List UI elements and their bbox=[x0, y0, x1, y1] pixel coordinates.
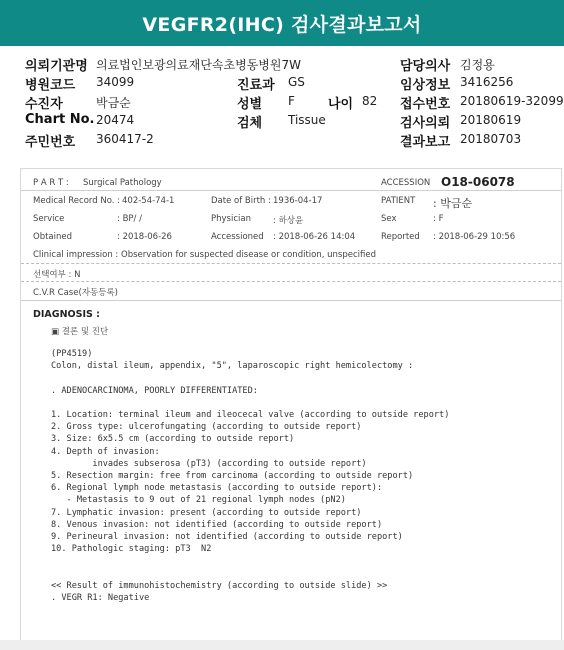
clinical-label: 임상정보 bbox=[400, 78, 451, 93]
resident-value: 360417-2 bbox=[96, 132, 154, 146]
receipt-label: 접수번호 bbox=[400, 97, 451, 112]
hospital-code-value: 34099 bbox=[96, 75, 135, 89]
clinical-value: 3416256 bbox=[460, 75, 514, 89]
reported-value: 20180703 bbox=[460, 132, 522, 146]
institution-label: 의뢰기관명 bbox=[25, 59, 88, 74]
accession-value: O18-06078 bbox=[441, 175, 515, 189]
requested-value: 20180619 bbox=[460, 113, 522, 127]
accessioned-value: : 2018-06-26 14:04 bbox=[273, 232, 356, 242]
clinical-impression-value: Observation for suspected disease or condition, unspecified bbox=[121, 250, 376, 260]
institution-value: 의료법인보광의료재단속초병동병원7W bbox=[96, 58, 301, 72]
pathology-report-image bbox=[20, 168, 562, 642]
diagnosis-line: 10. Pathologic staging: pT3 N2 bbox=[51, 544, 212, 555]
sex-value: : F bbox=[433, 214, 444, 224]
diagnosis-line: . VEGR R1: Negative bbox=[51, 593, 150, 603]
hospital-code-label: 병원코드 bbox=[25, 78, 76, 93]
separator-3 bbox=[21, 300, 561, 301]
diagnosis-line: 3. Size: 6x5.5 cm (according to outside report) bbox=[51, 434, 295, 445]
report-title: VEGFR2(IHC) 검사결과보고서 bbox=[142, 13, 422, 36]
diagnosis-title: DIAGNOSIS : bbox=[33, 309, 100, 320]
dept-value: GS bbox=[288, 75, 305, 89]
diagnosis-line: (PP4519) bbox=[51, 349, 93, 359]
diagnosis-line: . ADENOCARCINOMA, POORLY DIFFERENTIATED: bbox=[51, 385, 258, 396]
diagnosis-line: 6. Regional lymph node metastasis (according to outside report): bbox=[51, 483, 383, 494]
obtained-value: : 2018-06-26 bbox=[117, 232, 172, 242]
info-row-2 bbox=[0, 74, 564, 92]
diagnosis-line: 8. Venous invasion: not identified (according to outside report) bbox=[51, 519, 383, 530]
clinical-impression-label: Clinical impression : bbox=[33, 250, 119, 260]
requested-label: 검사의뢰 bbox=[400, 116, 451, 131]
age-label: 나이 bbox=[328, 97, 354, 112]
resident-label: 주민번호 bbox=[25, 135, 76, 150]
diagnosis-line: 5. Resection margin: free from carcinoma (according to outside report) bbox=[51, 471, 414, 481]
service-label: Service bbox=[33, 214, 65, 224]
dob-value: 1936-04-17 bbox=[273, 196, 323, 206]
diagnosis-line: 9. Perineural invasion: not identified (according to outside report) bbox=[51, 532, 403, 542]
sex-label: Sex bbox=[381, 214, 397, 224]
diagnosis-line: 4. Depth of invasion: bbox=[51, 446, 160, 457]
patient-label: PATIENT bbox=[381, 196, 416, 206]
info-row-5 bbox=[0, 131, 564, 149]
accession-label: ACCESSION bbox=[381, 178, 431, 188]
accessioned-label: Accessioned bbox=[211, 232, 264, 242]
chart-value: 20474 bbox=[96, 113, 135, 127]
age-value: 82 bbox=[362, 94, 378, 108]
diagnosis-line: 2. Gross type: ulcerofungating (according to outside report) bbox=[51, 422, 362, 433]
diagnosis-line: - Metastasis to 9 out of 21 regional lymph nodes (pN2) bbox=[51, 495, 346, 506]
diagnosis-line: Colon, distal ileum, appendix, "5", laparoscopic right hemicolectomy : bbox=[51, 361, 414, 372]
info-row-3 bbox=[0, 93, 564, 111]
sex-value: F bbox=[288, 94, 295, 108]
obtained-label: Obtained bbox=[33, 232, 73, 242]
diagnosis-subtitle: ▣ 결론 및 진단 bbox=[51, 327, 109, 337]
chart-label: Chart No. bbox=[25, 112, 95, 127]
report-header bbox=[0, 0, 564, 46]
dob-label: Date of Birth : bbox=[211, 196, 271, 206]
info-row-1 bbox=[0, 55, 564, 73]
reported-label: 결과보고 bbox=[400, 135, 451, 150]
diagnosis-line: << Result of immunohistochemistry (according to outside slide) >> bbox=[51, 580, 388, 591]
separator-1 bbox=[21, 263, 561, 264]
part-value: Surgical Pathology bbox=[83, 178, 162, 188]
diagnosis-line: 1. Location: terminal ileum and ileocecal valve (according to outside report) bbox=[51, 410, 450, 420]
patient-info-section bbox=[0, 52, 564, 148]
separator-2 bbox=[21, 281, 561, 282]
dept-label: 진료과 bbox=[237, 78, 275, 93]
service-value: : BP/ / bbox=[117, 214, 142, 224]
cvr-label: C.V.R Case(자동등록) bbox=[33, 288, 118, 298]
receipt-value: 20180619-32099 bbox=[460, 94, 564, 108]
reported-label: Reported bbox=[381, 232, 420, 242]
patient-label: 수진자 bbox=[25, 97, 63, 112]
diagnosis-line: invades subserosa (pT3) (according to outside report) bbox=[51, 458, 367, 469]
mrn-label: Medical Record No. : bbox=[33, 196, 121, 206]
diagnosis-line: 7. Lymphatic invasion: present (according to outside report) bbox=[51, 507, 362, 518]
sex-label: 성별 bbox=[237, 97, 263, 112]
specimen-value: Tissue bbox=[288, 113, 326, 127]
doctor-value: 김정용 bbox=[460, 58, 495, 72]
specimen-label: 검체 bbox=[237, 116, 263, 131]
patient-value: : 박금순 bbox=[433, 197, 473, 210]
reported-value: : 2018-06-29 10:56 bbox=[433, 232, 516, 242]
physician-value: : 하상윤 bbox=[273, 216, 304, 226]
doctor-label: 담당의사 bbox=[400, 59, 451, 74]
part-label: P A R T : bbox=[33, 178, 69, 188]
patient-value: 박금순 bbox=[96, 96, 131, 110]
separator-top bbox=[21, 190, 561, 191]
mrn-value: 402-54-74-1 bbox=[122, 196, 175, 206]
info-row-4 bbox=[0, 112, 564, 130]
physician-label: Physician bbox=[211, 214, 251, 224]
selective-label: 선택여부 : N bbox=[33, 270, 81, 280]
bottom-bar bbox=[0, 640, 564, 650]
